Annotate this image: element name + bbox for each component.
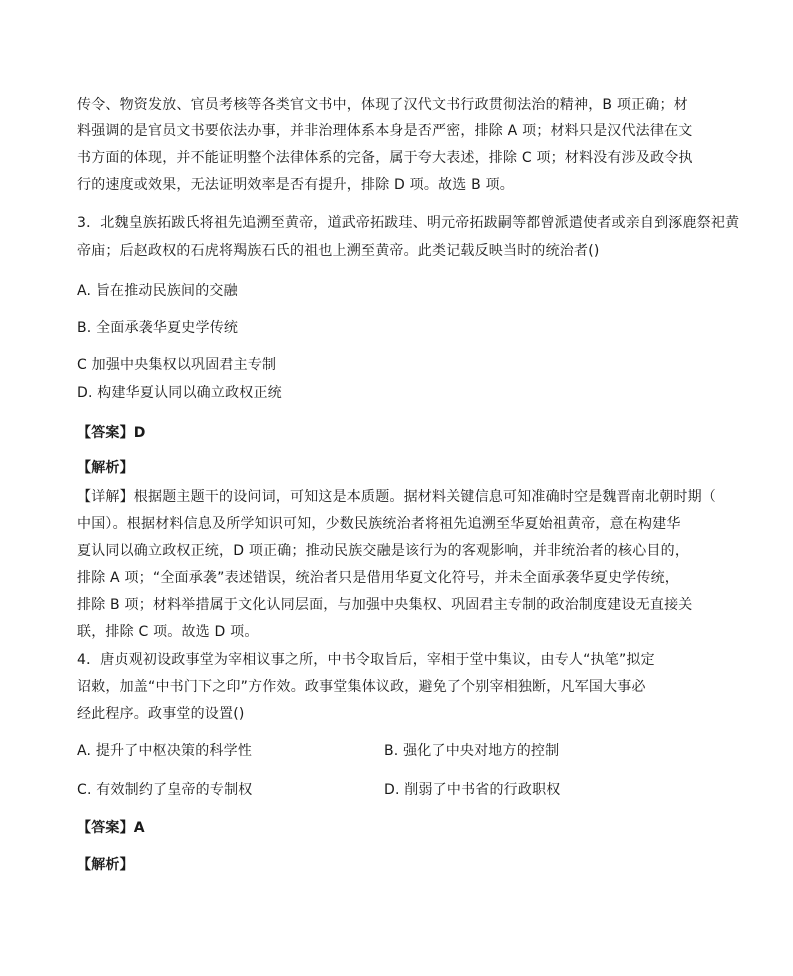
paragraph-line: 行的速度或效果，无法证明效率是否有提升，排除 D 项。故选 B 项。 (77, 177, 514, 193)
question-3-stem: 3．北魏皇族拓跋氏将祖先追溯至黄帝，道武帝拓跋珪、明元帝拓跋嗣等都曾派遣使者或亲自到涿鹿祭祀黄 (77, 215, 740, 231)
question-3-option-a: A. 旨在推动民族间的交融 (77, 283, 238, 299)
paragraph-line: 料强调的是官员文书要依法办事，并非治理体系本身是否严密，排除 A 项；材料只是汉代法律在文 (77, 123, 693, 139)
question-3-detail-line: 夏认同以确立政权正统，D 项正确；推动民族交融是该行为的客观影响，并非统治者的核心目的， (77, 543, 690, 559)
question-3-answer: 【答案】D (77, 425, 146, 441)
question-4-option-a: A. 提升了中枢决策的科学性 (77, 743, 253, 759)
question-4-stem: 4．唐贞观初设政事堂为宰相议事之所，中书令取旨后，宰相于堂中集议，由专人“执笔”拟定 (77, 652, 655, 668)
question-3-detail-line: 排除 B 项；材料举措属于文化认同层面，与加强中央集权、巩固君主专制的政治制度建设无直接关 (77, 597, 693, 613)
question-4-option-b: B. 强化了中央对地方的控制 (384, 743, 560, 759)
question-3-detail-line: 【详解】根据题主题干的设问词，可知这是本质题。据材料关键信息可知准确时空是魏晋南北朝时期（ (77, 489, 716, 505)
question-3-detail-line: 联，排除 C 项。故选 D 项。 (77, 624, 259, 640)
question-3-detail-line: 中国）。根据材料信息及所学知识可知，少数民族统治者将祖先追溯至华夏始祖黄帝，意在构建华 (77, 516, 681, 532)
question-3-option-c: C 加强中央集权以巩固君主专制 (77, 357, 277, 373)
question-4-option-d: D. 削弱了中书省的行政职权 (384, 782, 561, 798)
question-4-analysis-label: 【解析】 (77, 857, 134, 873)
question-4-stem: 经此程序。政事堂的设置() (77, 706, 245, 722)
paragraph-line: 书方面的体现，并不能证明整个法律体系的完备，属于夸大表述，排除 C 项；材料没有涉及政令执 (77, 150, 693, 166)
paragraph-line: 传令、物资发放、官员考核等各类官文书中，体现了汉代文书行政贯彻法治的精神，B 项正确；材 (77, 97, 688, 113)
question-3-analysis-label: 【解析】 (77, 460, 134, 476)
question-4-answer: 【答案】A (77, 820, 145, 836)
question-3-option-d: D. 构建华夏认同以确立政权正统 (77, 385, 282, 401)
question-4-stem: 诏敕，加盖“中书门下之印”方作效。政事堂集体议政，避免了个别宰相独断，凡军国大事必 (77, 679, 646, 695)
question-3-option-b: B. 全面承袭华夏史学传统 (77, 320, 239, 336)
question-4-option-c: C. 有效制约了皇帝的专制权 (77, 782, 253, 798)
question-3-detail-line: 排除 A 项；“全面承袭”表述错误，统治者只是借用华夏文化符号，并未全面承袭华夏史学传统， (77, 570, 679, 586)
question-3-stem: 帝庙；后赵政权的石虎将羯族石氏的祖也上溯至黄帝。此类记载反映当时的统治者() (77, 243, 600, 259)
